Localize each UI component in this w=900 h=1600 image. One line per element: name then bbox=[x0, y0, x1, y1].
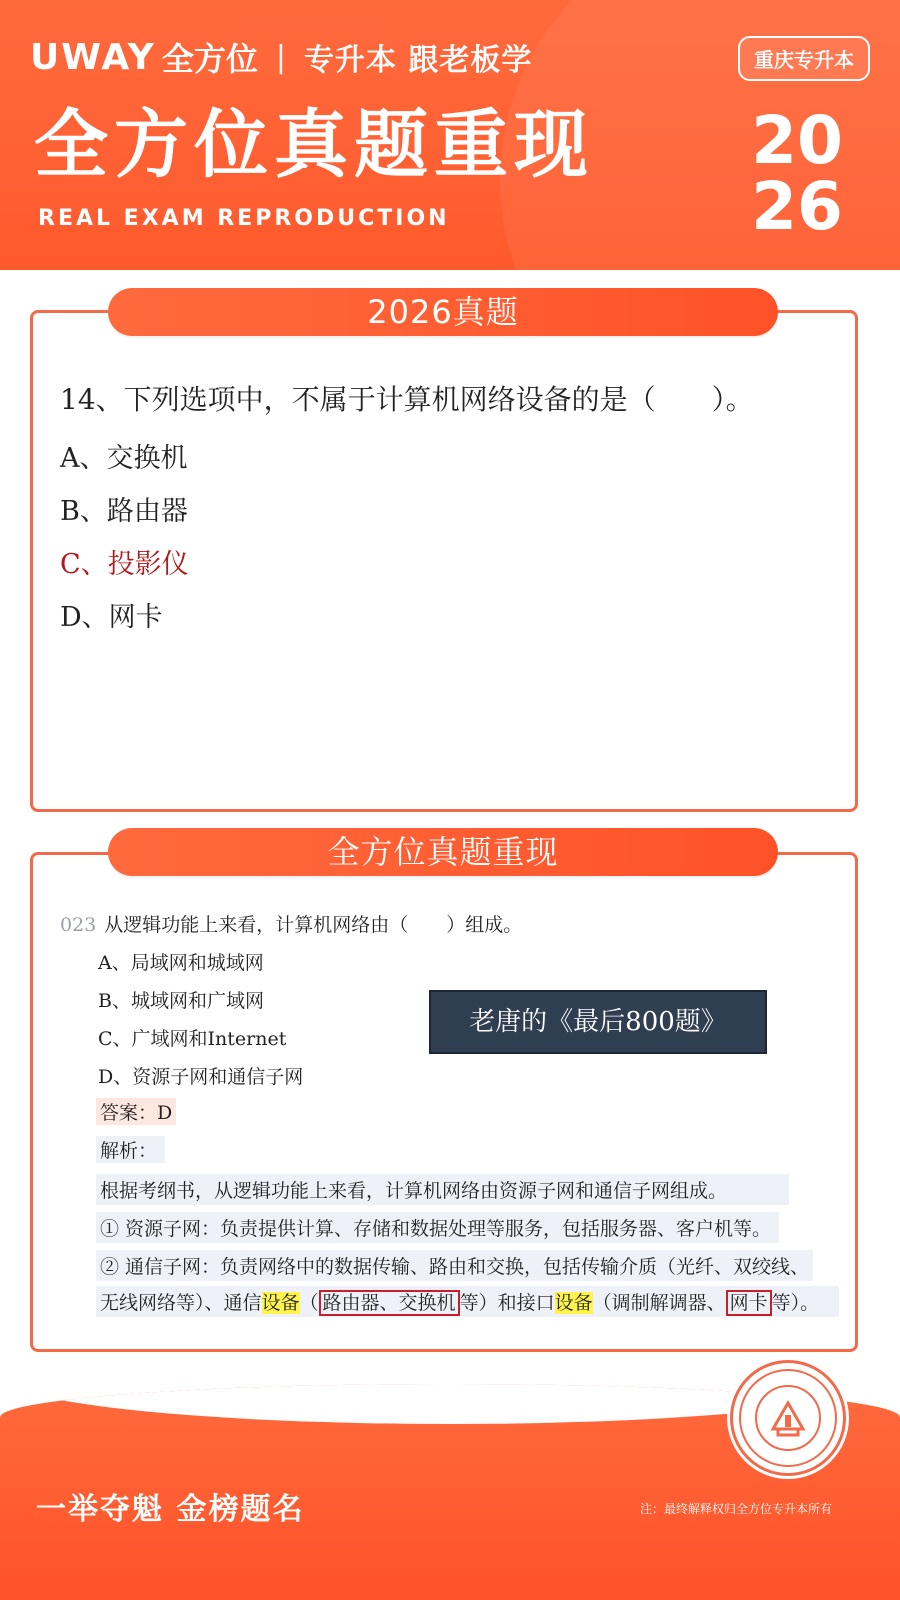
analysis-line-4-part4: （调制解调器、 bbox=[592, 1292, 726, 1314]
source-option-c: C、广域网和Internet bbox=[98, 1028, 287, 1050]
exam-option-b: B、路由器 bbox=[60, 496, 188, 527]
analysis-line-4-part3: 等）和接口 bbox=[459, 1292, 555, 1314]
source-question bbox=[60, 910, 522, 937]
brand-slogan: 专升本 跟老板学 bbox=[303, 43, 533, 78]
source-option-b: B、城域网和广域网 bbox=[98, 990, 264, 1012]
header-banner bbox=[0, 0, 900, 270]
exam-card-banner: 2026真题 bbox=[108, 288, 778, 336]
analysis-line-1: 根据考纲书，从逻辑功能上来看，计算机网络由资源子网和通信子网组成。 bbox=[96, 1174, 789, 1205]
exam-option-a: A、交换机 bbox=[60, 443, 188, 474]
source-option-a: A、局域网和城域网 bbox=[98, 952, 264, 974]
boxed-network-card: 网卡 bbox=[726, 1290, 772, 1316]
brand-name: 全方位 bbox=[161, 40, 258, 78]
source-question-stem: 从逻辑功能上来看，计算机网络由（ ）组成。 bbox=[104, 914, 523, 936]
highlight-device-1: 设备 bbox=[261, 1292, 300, 1314]
analysis-line-4-part5: 等）。 bbox=[771, 1292, 820, 1314]
brand-row bbox=[30, 34, 532, 80]
brand-separator: | bbox=[275, 39, 286, 75]
analysis-line-3: ② 通信子网：负责网络中的数据传输、路由和交换，包括传输介质（光纤、双绞线、 bbox=[96, 1250, 813, 1281]
analysis-line-2: ① 资源子网：负责提供计算、存储和数据处理等服务，包括服务器、客户机等。 bbox=[96, 1212, 779, 1243]
exam-question-stem: 14、下列选项中，不属于计算机网络设备的是（ ）。 bbox=[60, 383, 754, 416]
source-option-d: D、资源子网和通信子网 bbox=[98, 1066, 304, 1088]
analysis-line-4 bbox=[96, 1286, 839, 1317]
footer-disclaimer: 注：最终解释权归全方位专升本所有 bbox=[639, 1502, 832, 1516]
page-subtitle: REAL EXAM REPRODUCTION bbox=[38, 206, 450, 231]
footer-motto: 一举夺魁 金榜题名 bbox=[36, 1492, 305, 1527]
source-question-number: 023 bbox=[60, 914, 97, 936]
book-note-label: 老唐的《最后800题》 bbox=[429, 990, 767, 1054]
region-badge: 重庆专升本 bbox=[738, 36, 870, 81]
reproduction-card-banner: 全方位真题重现 bbox=[108, 828, 778, 876]
school-seal-icon bbox=[730, 1360, 846, 1476]
analysis-label: 解析： bbox=[96, 1136, 165, 1163]
page-title: 全方位真题重现 bbox=[34, 102, 594, 188]
brand-logo: UWAY bbox=[30, 36, 156, 78]
highlight-device-2: 设备 bbox=[554, 1292, 593, 1314]
exam-option-c-correct: C、投影仪 bbox=[60, 549, 189, 580]
year-label: 2026 bbox=[751, 102, 843, 245]
exam-option-d: D、网卡 bbox=[60, 602, 163, 633]
seal-emblem-icon bbox=[733, 1363, 843, 1473]
boxed-router-switch: 路由器、交换机 bbox=[319, 1290, 460, 1316]
analysis-line-4-part1: 无线网络等）、通信 bbox=[100, 1292, 262, 1314]
answer-label: 答案：D bbox=[96, 1098, 176, 1125]
analysis-line-4-part2: （ bbox=[299, 1292, 319, 1314]
